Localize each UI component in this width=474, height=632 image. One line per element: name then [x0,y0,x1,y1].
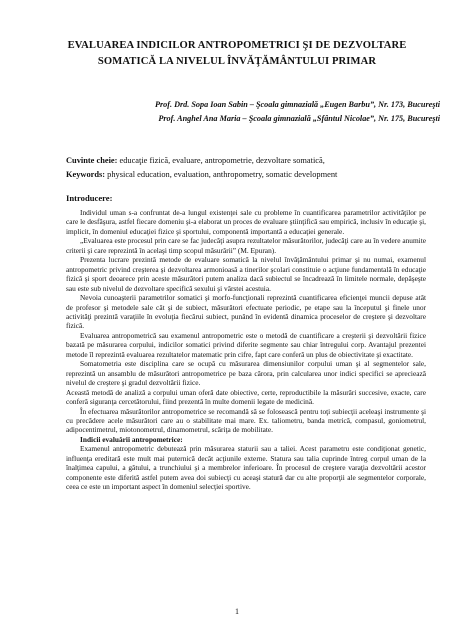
paragraph: Această metodă de analiză a corpului uman oferă date obiective, certe, reproductibile la măsurări succesive, exacte, care conferă siguranţa cercetătorului, fiind prezentă în multe domenii legate de medicină. [66,387,426,407]
paragraph: Evaluarea antropometrică sau examenul antropometric este o metodă de cuantificare a creşterii şi dezvoltării fizice bazată pe măsurarea corpului, indicilor somatici privind diferite segmente sau chiar întregului corp. Avantajul prezentei metode îl reprezintă evaluarea rezultatelor matematic prin cifre, fapt care conferă un plus de obiectivitate şi exactitate. [66,330,426,359]
body-text [66,208,426,492]
author-2: Prof. Anghel Ana Maria – Şcoala gimnazială „Sfântul Nicolae”, Nr. 175, Bucureşti [158,114,440,123]
author-1: Prof. Drd. Sopa Ioan Sabin – Şcoala gimnazială „Eugen Barbu”, Nr. 173, Bucureşti [154,100,440,109]
keywords-ro-text: educaţie fizică, evaluare, antropometrie, dezvoltare somatică, [117,156,325,165]
keywords-en-label: Keywords: [66,170,106,179]
paragraph: „Evaluarea este procesul prin care se fac judecăţi asupra rezultatelor măsurătorilor, judecăţi care au în vedere anumite criterii şi care reprezintă în acelaşi timp scopul măsurării” (M. Epuran). [66,236,426,255]
intro-heading: Introducere: [66,193,113,203]
document-title-line1: EVALUAREA INDICILOR ANTROPOMETRICI ŞI DE DEZVOLTARE [67,40,407,51]
paragraph: Individul uman s-a confruntat de-a lungul existenţei sale cu probleme în cuantificarea parametrilor activităţilor pe care le desfăşura, astfel fiecare domeniu şi-a elaborat un proces de evaluare ştiinţifică sau empirică, inclusiv în educaţie şi, implicit, în domeniul educaţiei fizice şi sportului, componentă importantă a educaţiei generale. [66,208,426,236]
subheading: Indicii evaluării antropometrice: [80,434,183,444]
document-title-line2: SOMATICĂ LA NIVELUL ÎNVĂŢĂMÂNTULUI PRIMAR [97,56,377,67]
keywords-en-text: physical education, evaluation, anthropometry, somatic development [105,170,338,179]
keywords-en [66,170,337,179]
page-number: 1 [235,607,239,616]
paragraph: Prezenta lucrare prezintă metode de evaluare somatică la nivelul învăţământului primar şi nu numai, examenul antropometric privind creşterea şi dezvoltarea armonioasă a tinerilor şcolari constituie o acţiune fundamentală în educaţie fizică şi sport deoarece prin aceste măsurători putem analiza dacă subiectul se încadrează în limitele normale, depăşeşte sau este sub nivelul de dezvoltare specifică sexului şi vârstei acestuia. [66,255,426,293]
paragraph: Examenul antropometric debutează prin măsurarea staturii sau a taliei. Acest parametru este condiţionat genetic, influenţa ereditară este mult mai puternică decât acţiunile externe. Statura sau talia cuprinde întreg corpul uman de la înalţimea capului, a gâtului, a trunchiului şi a membrelor inferioare. În procesul de creştere varaţia dezvoltării acestor componente este diferită astfel putem avea doi subiecţi cu aceaşi statură dar cu alte proporţii ale segmentelor corporale, ceea ce este un important aspect în domeniul selecţiei sportive. [66,444,426,492]
keywords-ro [66,156,325,165]
keywords-ro-label: Cuvinte cheie: [66,156,118,165]
paragraph: În efectuarea măsurătorilor antropometrice se recomandă să se folosească pentru toţi subiecţii aceleaşi instrumente şi cu precădere acele măsurători care au o stabilitate mai mare. Ex. taliometru, banda metrică, compasul, goniometrul, adipocentimetrul, miotonometrul, dinamometrul, scăriţa de mobilitate. [66,406,426,435]
paragraph: Nevoia cunoaşterii parametrilor somatici şi morfo-funcţionali reprezintă cuantificarea eficienţei muncii depuse atât de profesor şi metodele sale cât şi de subiect, măsurători efectuate periodic, pe etape sau la începutul şi finele unor activităţi prezintă varaţiile în evoluţia fiecărui subiect, punând în evidentă dinamica proceselor de creştere şi dezvoltare fizică. [66,293,426,331]
paragraph: Somatometria este disciplina care se ocupă cu măsurarea dimensiunilor corpului uman şi al segmentelor sale, reprezintă un ansamblu de măsurători antropometrice pe baza cărora, prin calcularea unor indici specifici se apreciează nivelul de creştere şi gradul dezvoltării fizice. [66,359,426,388]
